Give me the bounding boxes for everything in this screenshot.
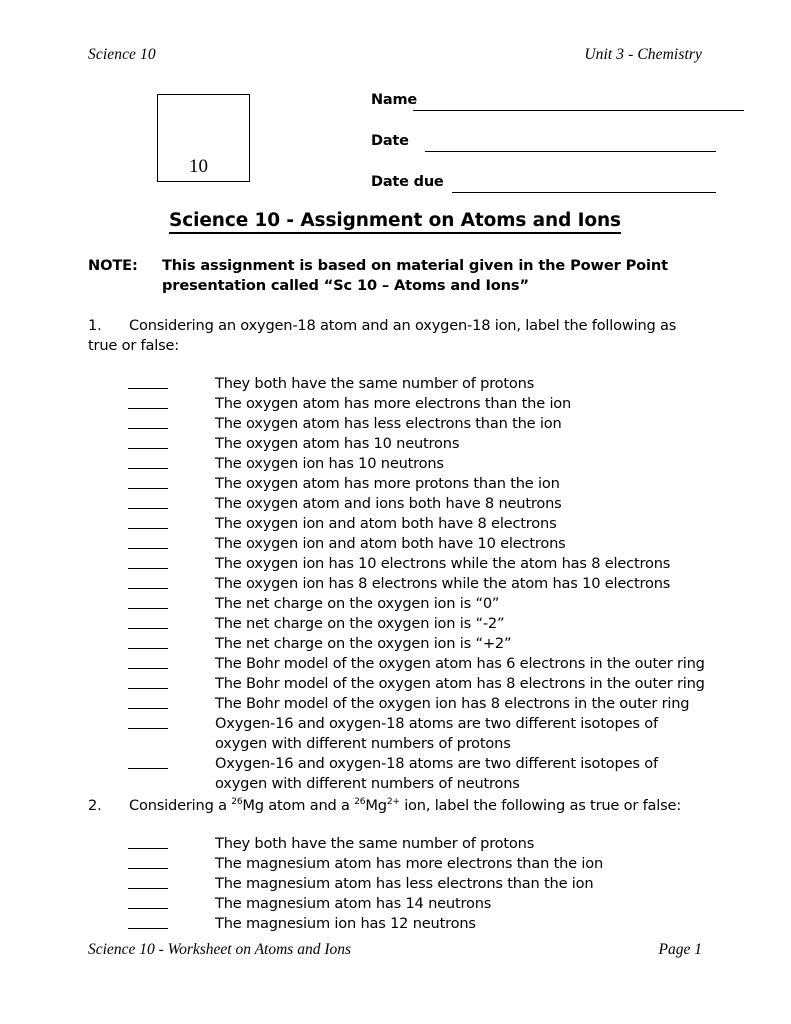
question-1-items [128, 374, 706, 794]
question-1-text: Considering an oxygen-18 atom and an oxygen-18 ion, label the following as true or false: [88, 317, 677, 354]
answer-blank[interactable] [128, 614, 168, 629]
true-false-item [128, 874, 706, 894]
true-false-item [128, 554, 706, 574]
answer-blank[interactable] [128, 574, 168, 589]
answer-blank[interactable] [128, 514, 168, 529]
answer-blank[interactable] [128, 754, 168, 769]
answer-blank[interactable] [128, 894, 168, 909]
true-false-item [128, 434, 706, 454]
name-field-row [371, 92, 716, 133]
true-false-item-label: The magnesium atom has 14 neutrons [215, 895, 492, 912]
date-due-field-rule[interactable] [452, 192, 716, 193]
true-false-item-label: The oxygen ion has 10 electrons while the atom has 8 electrons [215, 555, 671, 572]
true-false-item-label: The Bohr model of the oxygen atom has 8 electrons in the outer ring [215, 675, 705, 692]
running-head-left: Science 10 [88, 46, 156, 63]
true-false-item-label: The net charge on the oxygen ion is “-2” [215, 615, 505, 632]
true-false-item-label: The oxygen atom has less electrons than the ion [215, 415, 562, 432]
true-false-item [128, 474, 706, 494]
true-false-item-label: The net charge on the oxygen ion is “+2” [215, 635, 512, 652]
true-false-item [128, 714, 706, 754]
page-footer [88, 941, 702, 959]
true-false-item-label: The net charge on the oxygen ion is “0” [215, 595, 500, 612]
answer-blank[interactable] [128, 714, 168, 729]
answer-blank[interactable] [128, 434, 168, 449]
true-false-item [128, 654, 706, 674]
name-field-label: Name [371, 92, 418, 108]
answer-blank[interactable] [128, 494, 168, 509]
note-block [88, 256, 702, 296]
true-false-item [128, 454, 706, 474]
question-2-stem [88, 796, 706, 816]
true-false-item-label: The Bohr model of the oxygen atom has 6 electrons in the outer ring [215, 655, 705, 672]
answer-blank[interactable] [128, 554, 168, 569]
true-false-item [128, 694, 706, 714]
student-info-fields [371, 92, 716, 215]
answer-blank[interactable] [128, 394, 168, 409]
true-false-item-label: Oxygen-16 and oxygen-18 atoms are two different isotopes of oxygen with different numbers of neutrons [215, 755, 658, 792]
date-field-rule[interactable] [425, 151, 716, 152]
true-false-item-label: The oxygen ion and atom both have 10 electrons [215, 535, 566, 552]
true-false-item-label: The Bohr model of the oxygen ion has 8 electrons in the outer ring [215, 695, 690, 712]
question-1 [88, 316, 706, 794]
true-false-item-label: The oxygen ion has 8 electrons while the atom has 10 electrons [215, 575, 671, 592]
true-false-item-label: The magnesium atom has more electrons than the ion [215, 855, 604, 872]
true-false-item-label: The oxygen atom has more protons than the ion [215, 475, 560, 492]
true-false-item [128, 534, 706, 554]
true-false-item [128, 674, 706, 694]
running-head-right: Unit 3 - Chemistry [584, 46, 702, 63]
answer-blank[interactable] [128, 454, 168, 469]
page-title [88, 210, 702, 231]
question-1-stem [88, 316, 706, 356]
answer-blank[interactable] [128, 834, 168, 849]
true-false-item [128, 494, 706, 514]
question-1-number: 1. [88, 317, 102, 334]
date-field-label: Date [371, 133, 409, 149]
true-false-item-label: Oxygen-16 and oxygen-18 atoms are two different isotopes of oxygen with different numbers of protons [215, 715, 658, 752]
answer-blank[interactable] [128, 414, 168, 429]
answer-blank[interactable] [128, 854, 168, 869]
true-false-item [128, 854, 706, 874]
answer-blank[interactable] [128, 874, 168, 889]
note-label: NOTE: [88, 257, 138, 274]
answer-blank[interactable] [128, 914, 168, 929]
true-false-item [128, 414, 706, 434]
date-due-field-label: Date due [371, 174, 444, 190]
answer-blank[interactable] [128, 694, 168, 709]
true-false-item-label: The oxygen atom has 10 neutrons [215, 435, 460, 452]
answer-blank[interactable] [128, 634, 168, 649]
answer-blank[interactable] [128, 654, 168, 669]
true-false-item [128, 834, 706, 854]
footer-right: Page 1 [658, 941, 702, 958]
true-false-item-label: The magnesium ion has 12 neutrons [215, 915, 476, 932]
true-false-item-label: The magnesium atom has less electrons than the ion [215, 875, 594, 892]
answer-blank[interactable] [128, 374, 168, 389]
date-field-row [371, 133, 716, 174]
true-false-item-label: The oxygen ion and atom both have 8 electrons [215, 515, 557, 532]
true-false-item [128, 634, 706, 654]
answer-blank[interactable] [128, 534, 168, 549]
true-false-item [128, 894, 706, 914]
page-title-text: Science 10 - Assignment on Atoms and Ions [169, 210, 621, 234]
running-head [88, 46, 702, 64]
true-false-item [128, 914, 706, 934]
true-false-item [128, 754, 706, 794]
name-field-rule[interactable] [413, 110, 744, 111]
question-2-items [128, 834, 706, 934]
footer-left: Science 10 - Worksheet on Atoms and Ions [88, 941, 352, 958]
true-false-item-label: The oxygen ion has 10 neutrons [215, 455, 444, 472]
question-2 [88, 796, 706, 934]
true-false-item [128, 574, 706, 594]
answer-blank[interactable] [128, 474, 168, 489]
grade-box-number: 10 [189, 156, 208, 177]
true-false-item [128, 614, 706, 634]
true-false-item [128, 514, 706, 534]
true-false-item-label: They both have the same number of protons [215, 835, 535, 852]
note-body: This assignment is based on material given in the Power Point presentation called “Sc 10 – Atoms and Ions” [162, 257, 668, 294]
true-false-item-label: The oxygen atom has more electrons than the ion [215, 395, 572, 412]
true-false-item [128, 594, 706, 614]
question-2-text: Considering a $^{26}$Mg atom and a $^{26}Mg^{2+}$ ion, label the following as true or false: [129, 797, 682, 814]
date-due-field-row [371, 174, 716, 215]
true-false-item-label: They both have the same number of protons [215, 375, 535, 392]
true-false-item [128, 374, 706, 394]
true-false-item [128, 394, 706, 414]
answer-blank[interactable] [128, 594, 168, 609]
question-2-number: 2. [88, 797, 102, 814]
grade-box [157, 94, 250, 182]
answer-blank[interactable] [128, 674, 168, 689]
true-false-item-label: The oxygen atom and ions both have 8 neutrons [215, 495, 562, 512]
